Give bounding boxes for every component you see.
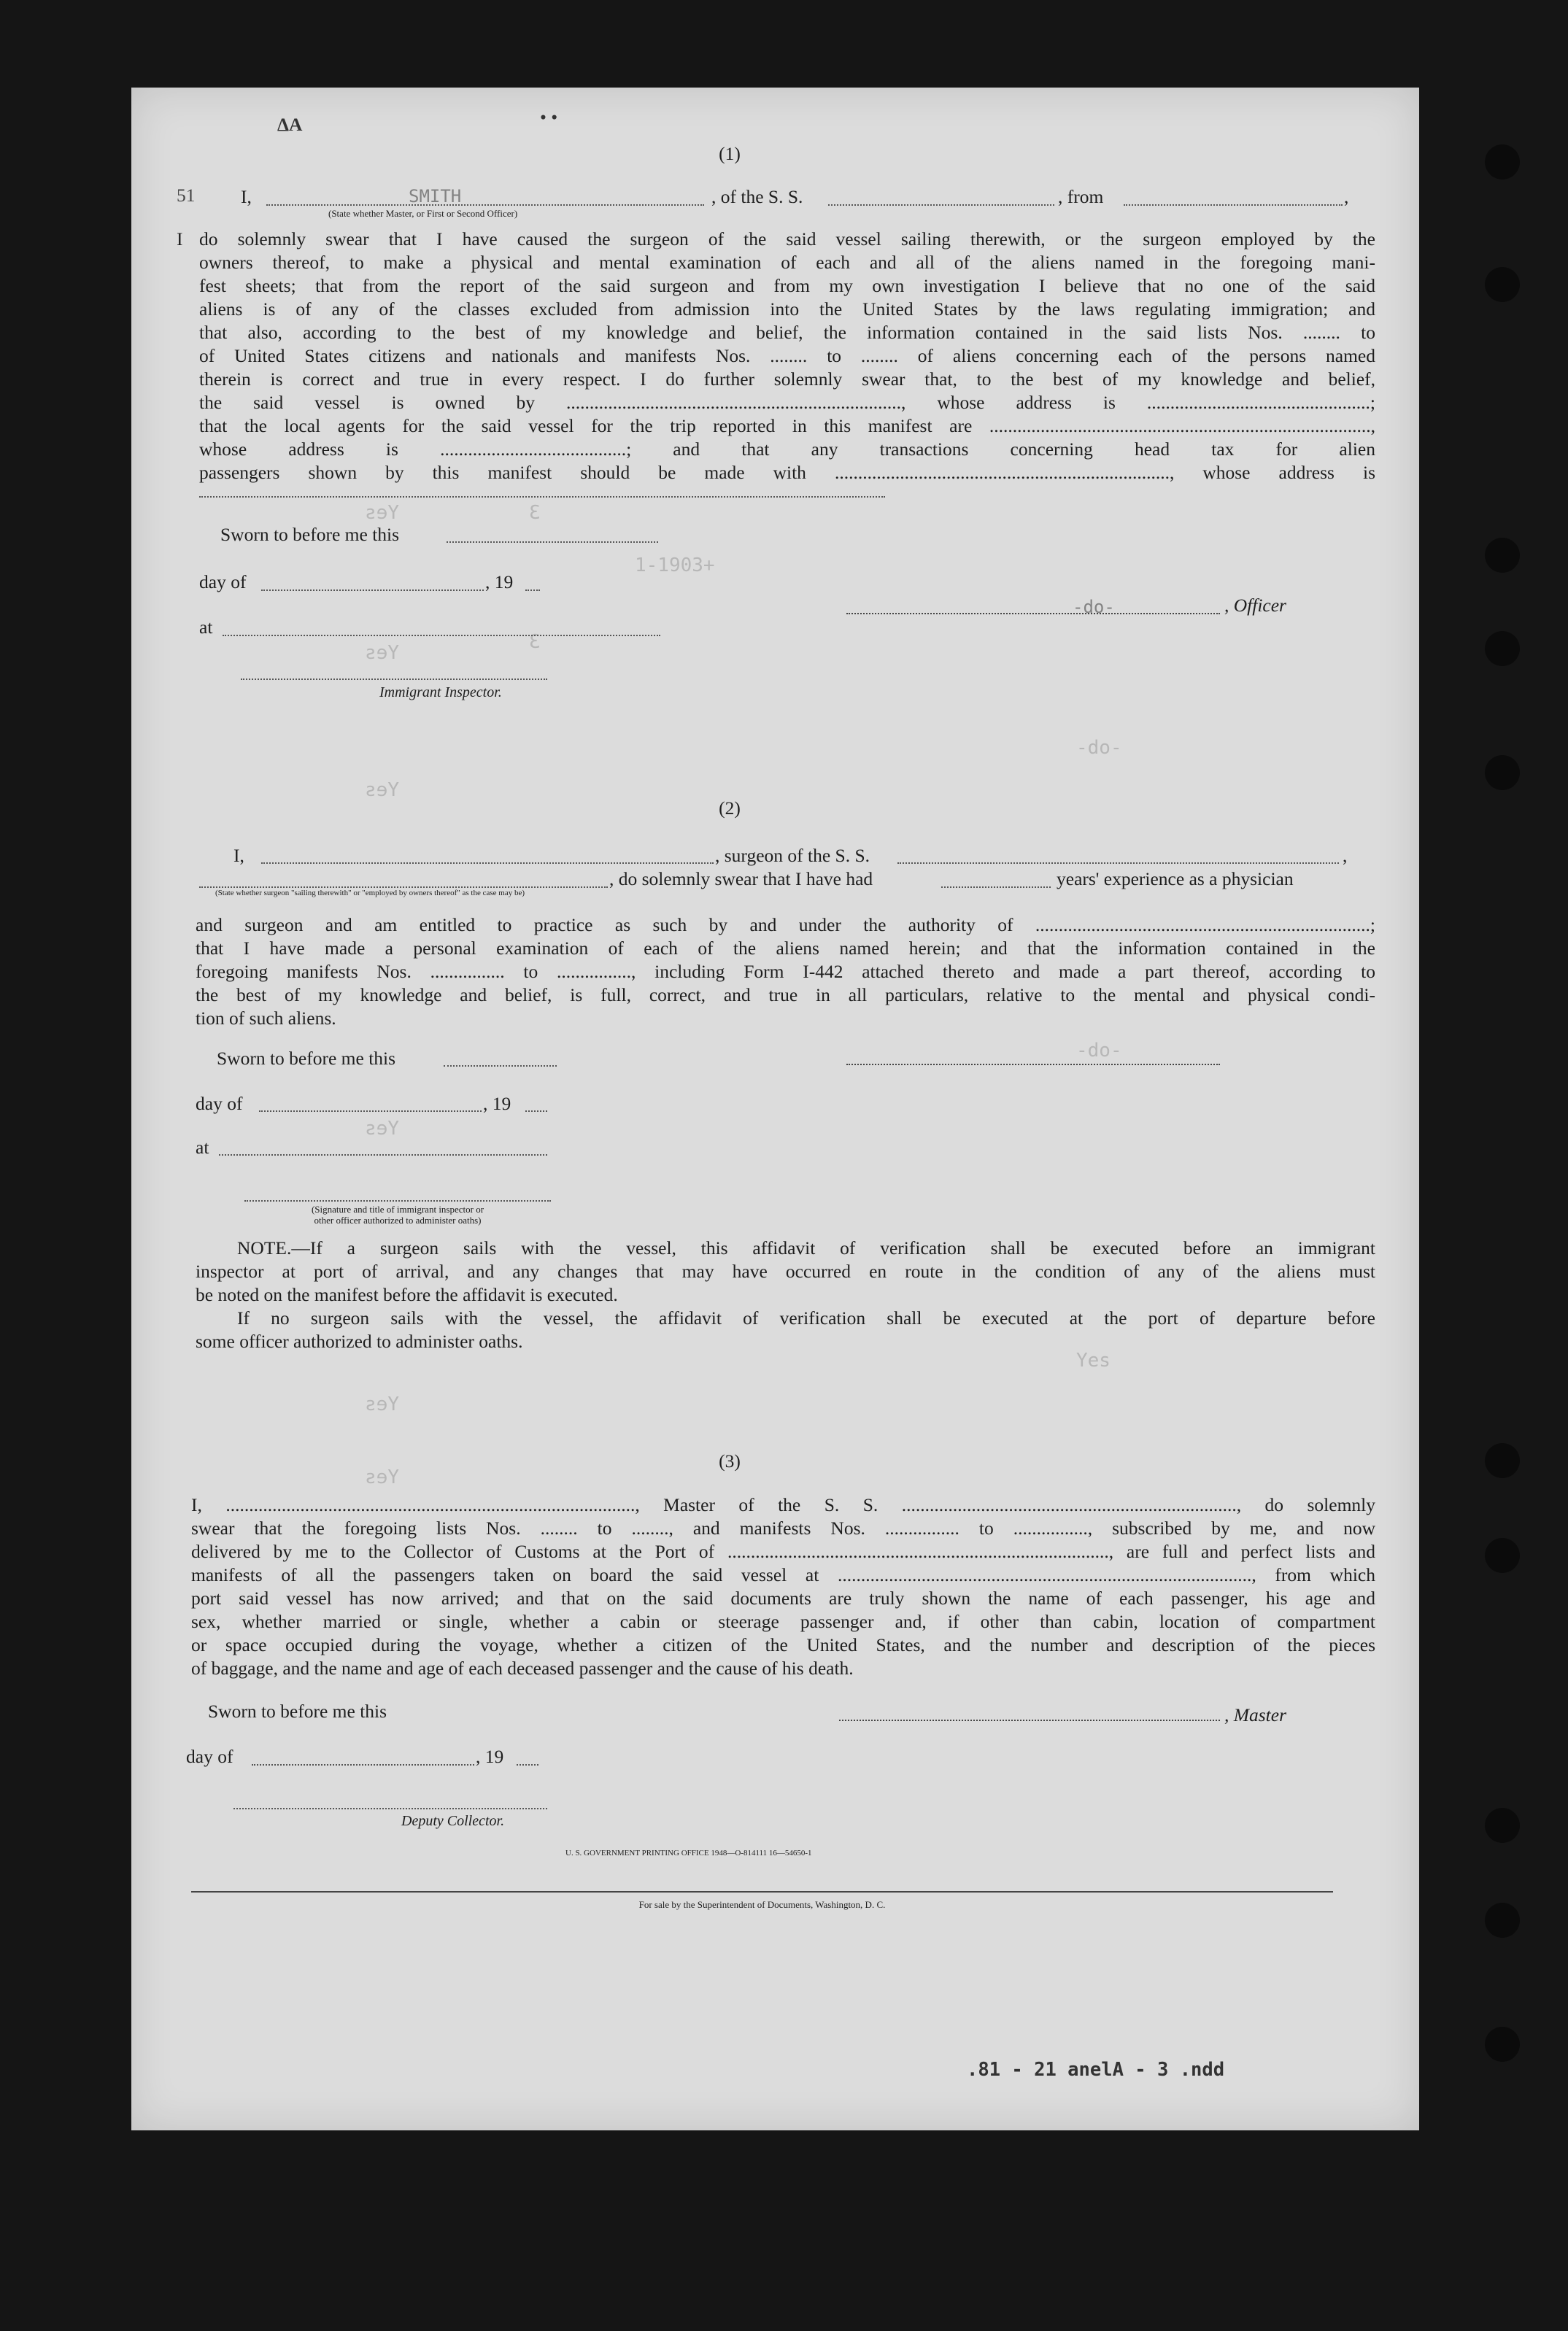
bleed-through-text: Yes bbox=[365, 502, 399, 524]
sig-caption: other officer authorized to administer oaths) bbox=[314, 1215, 482, 1226]
ship-line bbox=[897, 862, 1339, 864]
bleed-through-text: Yes bbox=[1076, 1350, 1111, 1372]
manifest-page bbox=[131, 88, 1419, 2130]
bottom-mark: .81 - 21 anelA - 3 .ndd bbox=[967, 2059, 1225, 2081]
day-line bbox=[261, 589, 484, 591]
sworn-label: Sworn to before me this bbox=[220, 524, 400, 545]
year-label: , 19 bbox=[485, 571, 514, 592]
surgeon-state-line bbox=[199, 886, 608, 888]
signature-line bbox=[846, 1064, 1220, 1065]
para1-line: do solemnly swear that I have caused the surgeon of the said vessel sailing therewith, or the surgeon employed by the bbox=[199, 228, 1375, 250]
comma: , bbox=[1344, 186, 1349, 207]
print-office: U. S. GOVERNMENT PRINTING OFFICE 1948—O-814111 16—54650-1 bbox=[565, 1849, 812, 1858]
day-of-label: day of bbox=[196, 1093, 243, 1114]
of-ss-label: , of the S. S. bbox=[711, 186, 803, 207]
officer-sig-line bbox=[846, 613, 1220, 614]
para1-line: the said vessel is owned by ........................................................................, whose address is ................................................; bbox=[199, 392, 1375, 413]
surgeon-name-line bbox=[261, 862, 714, 864]
note-line: NOTE.—If a surgeon sails with the vessel, this affidavit of verification shall be executed before an immigrant bbox=[237, 1237, 1375, 1259]
name-fill-line bbox=[266, 204, 704, 206]
master-label: , Master bbox=[1224, 1704, 1286, 1725]
bleed-through-text: 3 bbox=[529, 502, 541, 524]
ship-name-line bbox=[828, 204, 1054, 206]
years-line bbox=[941, 886, 1051, 888]
bleed-through-text: Yes bbox=[365, 1118, 399, 1140]
year-line bbox=[525, 589, 540, 591]
at-line bbox=[219, 1154, 547, 1156]
punch-hole-icon bbox=[1485, 755, 1520, 790]
sworn-label: Sworn to before me this bbox=[217, 1048, 396, 1069]
inspector-line bbox=[241, 679, 547, 680]
margin-mark: I bbox=[177, 228, 183, 250]
para3-line: port said vessel has now arrived; and that on the said documents are truly shown the name of each passenger, his age and bbox=[191, 1588, 1375, 1609]
surgeon-of-label: , surgeon of the S. S. bbox=[715, 845, 870, 866]
para2-line: the best of my knowledge and belief, is full, correct, and true in all particulars, relative to the mental and physical condi- bbox=[196, 984, 1375, 1005]
inspector-label: Immigrant Inspector. bbox=[379, 684, 502, 700]
day-line bbox=[259, 1110, 482, 1112]
at-label: at bbox=[196, 1137, 209, 1158]
note2-last-line: some officer authorized to administer oaths. bbox=[196, 1331, 523, 1352]
day-line bbox=[252, 1764, 474, 1766]
para3-last-line: of baggage, and the name and age of each deceased passenger and the cause of his death. bbox=[191, 1658, 854, 1679]
bleed-through-text: Yes bbox=[365, 642, 399, 664]
sig-caption-line bbox=[244, 1200, 551, 1202]
para1-line: aliens is of any of the classes excluded from admission into the United States by the laws regulating immigration; and bbox=[199, 298, 1375, 320]
line2-label: , do solemnly swear that I have had bbox=[609, 868, 873, 889]
bleed-through-text: 3 bbox=[529, 631, 541, 653]
section-number: (3) bbox=[719, 1450, 741, 1472]
day-of-label: day of bbox=[199, 571, 247, 592]
para2-line: that I have made a personal examination of each of the aliens named herein; and that the information contained in the bbox=[196, 938, 1375, 959]
for-sale: For sale by the Superintendent of Documents, Washington, D. C. bbox=[638, 1899, 886, 1910]
section2-i-label: I, bbox=[233, 845, 244, 866]
note-last-line: be noted on the manifest before the affidavit is executed. bbox=[196, 1284, 618, 1305]
para3-line: or space occupied during the voyage, whether a citizen of the United States, and the number and description of the pieces bbox=[191, 1634, 1375, 1655]
section1-i-label: I, bbox=[241, 186, 252, 207]
state-caption: (State whether Master, or First or Second Officer) bbox=[328, 208, 518, 219]
bleed-through-text: -do- bbox=[1076, 1040, 1122, 1062]
para2-line: and surgeon and am entitled to practice as such by and under the authority of ........................................................................; bbox=[196, 914, 1375, 935]
year-label: , 19 bbox=[476, 1746, 504, 1767]
bleed-through-text: Yes bbox=[365, 1466, 399, 1488]
comma: , bbox=[1343, 845, 1348, 866]
fill-line bbox=[199, 496, 885, 498]
section-number: (1) bbox=[719, 143, 741, 164]
punch-hole-icon bbox=[1485, 144, 1520, 179]
para1-line: of United States citizens and nationals and manifests Nos. ........ to ........ of aliens concerning each of the persons named bbox=[199, 345, 1375, 366]
collector-line bbox=[233, 1808, 547, 1809]
para2-line: foregoing manifests Nos. ................ to ................, including Form I-442 attached thereto and made a part thereof, according to bbox=[196, 961, 1375, 982]
para1-line: that also, according to the best of my knowledge and belief, the information contained in the said lists Nos. ........ to bbox=[199, 322, 1375, 343]
from-line bbox=[1124, 204, 1343, 206]
year-label: , 19 bbox=[483, 1093, 511, 1114]
top-mark-left: ΔA bbox=[277, 114, 303, 135]
punch-hole-icon bbox=[1485, 538, 1520, 573]
para1-line: that the local agents for the said vessel for the trip reported in this manifest are .................................................................................., bbox=[199, 415, 1375, 436]
officer-fill: -do- bbox=[1073, 597, 1115, 617]
year-line bbox=[525, 1110, 547, 1112]
bleed-through-text: Yes bbox=[365, 779, 399, 801]
bleed-through-text: -do- bbox=[1076, 737, 1122, 759]
margin-number: 51 bbox=[177, 185, 196, 206]
state-caption: (State whether surgeon "sailing therewith" or "employed by owners thereof" as the case may be) bbox=[215, 889, 525, 897]
para1-line: whose address is ........................................; and that any transactions concerning head tax for alien bbox=[199, 438, 1375, 460]
sworn-line bbox=[447, 541, 658, 543]
para3-line: delivered by me to the Collector of Customs at the Port of .................................................................................., are full and perfect lists and bbox=[191, 1541, 1375, 1562]
collector-label: Deputy Collector. bbox=[401, 1813, 505, 1829]
day-of-label: day of bbox=[186, 1746, 233, 1767]
punch-hole-icon bbox=[1485, 2027, 1520, 2062]
top-mark-mid: • • bbox=[540, 107, 558, 128]
section-number: (2) bbox=[719, 797, 741, 819]
at-line bbox=[223, 635, 660, 636]
at-label: at bbox=[199, 616, 213, 638]
para3-line: I, ........................................................................................, Master of the S. S. ........................................................................, do solemnly bbox=[191, 1494, 1375, 1515]
note-line: inspector at port of arrival, and any changes that may have occurred en route in the condition of any of the aliens must bbox=[196, 1261, 1375, 1282]
from-label: , from bbox=[1058, 186, 1104, 207]
para2-last-line: tion of such aliens. bbox=[196, 1008, 336, 1029]
year-line bbox=[517, 1764, 538, 1766]
note2-line: If no surgeon sails with the vessel, the affidavit of verification shall be executed at the port of departure before bbox=[237, 1307, 1375, 1329]
para1-line: passengers shown by this manifest should be made with ........................................................................, whose address is bbox=[199, 462, 1375, 483]
sworn-line bbox=[444, 1065, 557, 1067]
footer-rule bbox=[191, 1891, 1333, 1893]
punch-hole-icon bbox=[1485, 1538, 1520, 1573]
punch-hole-icon bbox=[1485, 1808, 1520, 1843]
punch-hole-icon bbox=[1485, 631, 1520, 666]
para3-line: swear that the foregoing lists Nos. ........ to ........, and manifests Nos. ................ to ................, subscribed by me, and now bbox=[191, 1518, 1375, 1539]
para3-line: manifests of all the passengers taken on board the said vessel at ........................................................................................., from which bbox=[191, 1564, 1375, 1585]
para1-line: fest sheets; that from the report of the said surgeon and from my own investigation I believe that no one of the said bbox=[199, 275, 1375, 296]
punch-hole-icon bbox=[1485, 267, 1520, 302]
bleed-through-text: Yes bbox=[365, 1393, 399, 1415]
sworn-label: Sworn to before me this bbox=[208, 1701, 387, 1722]
handwritten-name: SMITH bbox=[409, 186, 462, 206]
para1-line: owners thereof, to make a physical and mental examination of each and all of the aliens named in the foregoing mani- bbox=[199, 252, 1375, 273]
para3-line: sex, whether married or single, whether a cabin or steerage passenger and, if other than cabin, location of compartment bbox=[191, 1611, 1375, 1632]
master-sig-line bbox=[839, 1720, 1220, 1721]
line2b-label: years' experience as a physician bbox=[1057, 868, 1294, 889]
bleed-through-text: 1-1903+ bbox=[635, 554, 715, 576]
sig-caption: (Signature and title of immigrant inspector or bbox=[311, 1204, 484, 1215]
officer-label: , Officer bbox=[1224, 595, 1286, 616]
para1-line: therein is correct and true in every respect. I do further solemnly swear that, to the best of my knowledge and belief, bbox=[199, 368, 1375, 390]
punch-hole-icon bbox=[1485, 1903, 1520, 1938]
punch-hole-icon bbox=[1485, 1443, 1520, 1478]
